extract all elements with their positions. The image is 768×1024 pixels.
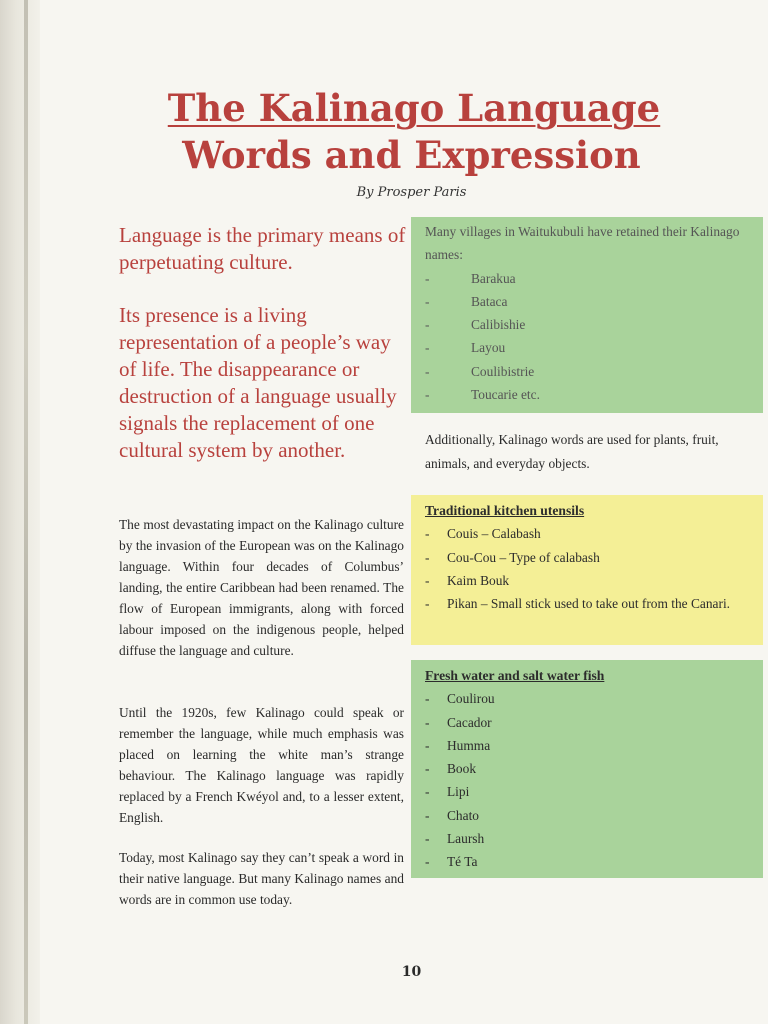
list-item: - Chato [425, 804, 753, 827]
lead-paragraph-2: Its presence is a living representation of a people’s way of life. The disappearance or destruction of a language usually signals the replacement of one cultural system by another. [119, 303, 397, 462]
bullet-dash: - [425, 761, 430, 777]
bullet-dash: - [425, 293, 430, 309]
page-subtitle: Words and Expression [182, 133, 641, 177]
body-paragraph-3: Today, most Kalinago say they can’t speak a word in their native language. But many Kalinago names and words are in common use today. [119, 850, 404, 907]
additional-paragraph: Additionally, Kalinago words are used for plants, fruit, animals, and everyday objects. [425, 432, 719, 471]
list-item: - Calibishie [425, 313, 753, 336]
list-item: - Coulirou [425, 687, 753, 710]
fish-box [411, 660, 763, 878]
fish-list [425, 687, 753, 873]
bullet-dash: - [425, 387, 430, 403]
kitchen-utensils-box [411, 495, 763, 645]
villages-box [411, 217, 763, 413]
list-item: - Cou-Cou – Type of calabash [425, 546, 753, 569]
page-number: 10 [401, 964, 422, 980]
villages-list [425, 267, 753, 407]
lead-paragraph-1: Language is the primary means of perpetuating culture. [119, 223, 406, 274]
bullet-dash: - [425, 854, 430, 870]
list-item: - Couis – Calabash [425, 522, 753, 545]
bullet-dash: - [425, 363, 430, 379]
body-paragraph-1: The most devastating impact on the Kalinago culture by the invasion of the European was on the Kalinago language. Within four decades of Columbus’ landing, the entire Caribbean had been renamed. The flow of European immigrants, along with forced labour imposed on the indigenous people, helped diffuse the language and culture. [119, 517, 404, 658]
list-item: - Cacador [425, 711, 753, 734]
byline: By Prosper Paris [356, 185, 467, 200]
list-item: - Lipi [425, 780, 753, 803]
bullet-dash: - [425, 596, 430, 612]
list-item: - Pikan – Small stick used to take out from the Canari. [425, 592, 753, 615]
bullet-dash: - [425, 691, 430, 707]
bullet-dash: - [425, 831, 430, 847]
page-title: The Kalinago Language [167, 86, 661, 130]
list-item: - Kaim Bouk [425, 569, 753, 592]
bullet-dash: - [425, 572, 430, 588]
list-item: - Humma [425, 734, 753, 757]
bullet-dash: - [425, 784, 430, 800]
list-item: - Layou [425, 336, 753, 359]
villages-intro: Many villages in Waitukubuli have retained their Kalinago names: [425, 224, 740, 263]
body-paragraph-2: Until the 1920s, few Kalinago could speak or remember the language, while much emphasis was placed on learning the white man’s strange behaviour. The Kalinago language was rapidly replaced by a French Kwéyol and, to a lesser extent, English. [119, 705, 404, 825]
kitchen-list [425, 522, 753, 615]
bullet-dash: - [425, 526, 430, 542]
bullet-dash: - [425, 340, 430, 356]
list-item: - Barakua [425, 267, 753, 290]
bullet-dash: - [425, 270, 430, 286]
list-item: - Book [425, 757, 753, 780]
kitchen-heading: Traditional kitchen utensils [425, 503, 585, 518]
list-item: - Bataca [425, 290, 753, 313]
list-item: - Té Ta [425, 850, 753, 873]
list-item: - Coulibistrie [425, 360, 753, 383]
bullet-dash: - [425, 807, 430, 823]
fish-heading: Fresh water and salt water fish [425, 668, 605, 683]
bullet-dash: - [425, 737, 430, 753]
list-item: - Laursh [425, 827, 753, 850]
list-item: - Toucarie etc. [425, 383, 753, 406]
bullet-dash: - [425, 714, 430, 730]
bullet-dash: - [425, 317, 430, 333]
bullet-dash: - [425, 549, 430, 565]
